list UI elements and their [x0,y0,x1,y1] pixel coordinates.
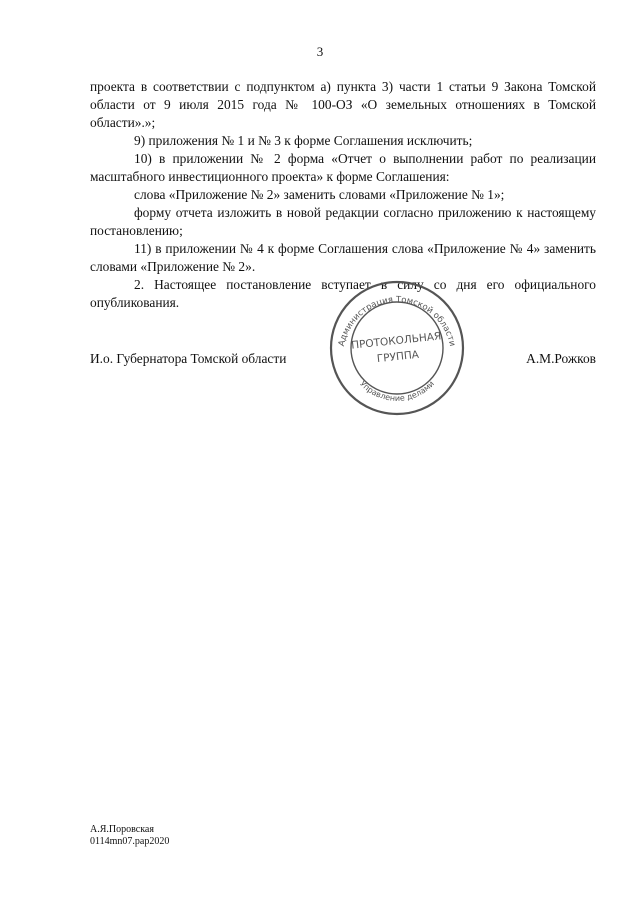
paragraph-report-form: форму отчета изложить в новой редакции согласно приложению к настоящему постановлению; [90,205,596,238]
official-stamp [327,278,467,418]
paragraph-item-10: 10) в приложении № 2 форма «Отчет о выполнении работ по реализации масштабного инвестиционного проекта» к форме Соглашения: [90,151,596,184]
paragraph-item-9: 9) приложения № 1 и № 3 к форме Соглашения исключить; [134,133,473,148]
document-body [90,78,596,312]
signer-name: А.М.Рожков [526,351,596,366]
stamp-inner-line2: ГРУППА [376,348,420,366]
paragraph-words-replace: слова «Приложение № 2» заменить словами «Приложение № 1»; [134,187,505,202]
signer-title: И.о. Губернатора Томской области [90,351,287,366]
page-number: 3 [316,44,324,59]
paragraph-entry-into-force: 2. Настоящее постановление вступает в силу со дня его официального опубликования. [90,277,596,310]
footer-author: А.Я.Поровская [90,824,154,835]
document-footer [90,824,169,848]
paragraph-continuation: проекта в соответствии с подпунктом а) пункта 3) части 1 статьи 9 Закона Томской области от 9 июля 2015 года № 100-ОЗ «О земельных отношениях в Томской области».»; [90,79,596,130]
paragraph-item-11: 11) в приложении № 4 к форме Соглашения слова «Приложение № 4» заменить словами «Приложение № 2». [90,241,596,274]
stamp-inner-line1: ПРОТОКОЛЬНАЯ [350,330,442,352]
stamp-bottom-text: Управление делами [358,379,436,403]
stamp-outer-text: Администрация Томской области [336,294,458,348]
footer-file-ref: 0114mn07.pap2020 [90,836,170,847]
